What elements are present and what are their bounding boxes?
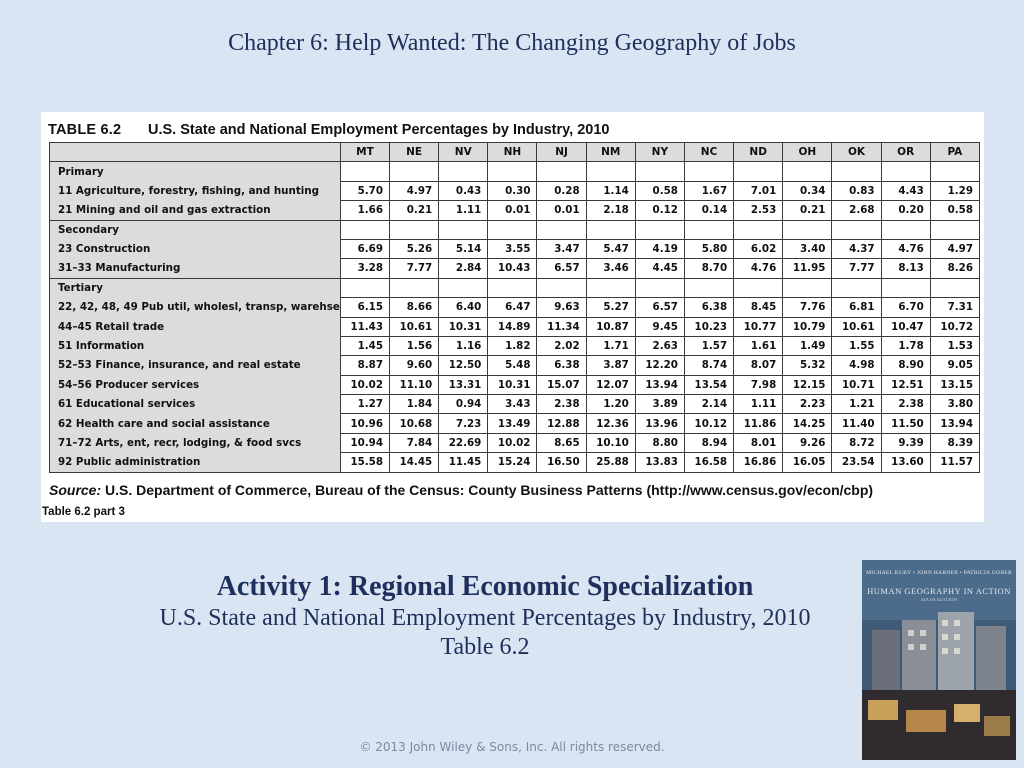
value-cell: 7.01 <box>734 181 783 200</box>
table-row <box>50 259 980 278</box>
value-cell: 10.43 <box>488 259 537 278</box>
empty-cell <box>340 278 389 297</box>
value-cell: 16.50 <box>537 453 586 472</box>
empty-cell <box>340 162 389 181</box>
value-cell: 10.94 <box>340 433 389 452</box>
value-cell: 1.20 <box>586 395 635 414</box>
value-cell: 12.50 <box>439 356 488 375</box>
book-edition: SIXTH EDITION <box>920 598 958 603</box>
empty-cell <box>537 278 586 297</box>
value-cell: 12.07 <box>586 375 635 394</box>
value-cell: 23.54 <box>832 453 881 472</box>
value-cell: 10.23 <box>684 317 733 336</box>
value-cell: 22.69 <box>439 433 488 452</box>
empty-cell <box>930 278 979 297</box>
empty-cell <box>734 278 783 297</box>
column-header-nd: ND <box>734 143 783 162</box>
table-row <box>50 356 980 375</box>
value-cell: 10.71 <box>832 375 881 394</box>
value-cell: 4.19 <box>635 239 684 258</box>
value-cell: 1.49 <box>783 336 832 355</box>
value-cell: 8.07 <box>734 356 783 375</box>
value-cell: 25.88 <box>586 453 635 472</box>
table-row <box>50 336 980 355</box>
value-cell: 3.80 <box>930 395 979 414</box>
empty-cell <box>881 220 930 239</box>
empty-cell <box>684 278 733 297</box>
value-cell: 9.60 <box>390 356 439 375</box>
value-cell: 10.02 <box>488 433 537 452</box>
column-header-nm: NM <box>586 143 635 162</box>
value-cell: 11.34 <box>537 317 586 336</box>
value-cell: 1.67 <box>684 181 733 200</box>
value-cell: 7.76 <box>783 298 832 317</box>
column-header-pa: PA <box>930 143 979 162</box>
section-label: Secondary <box>50 220 341 239</box>
empty-cell <box>586 278 635 297</box>
value-cell: 10.72 <box>930 317 979 336</box>
book-authors: MICHAEL KUBY • JOHN HARNER • PATRICIA GOBER <box>866 570 1012 576</box>
source-text: U.S. Department of Commerce, Bureau of the Census: County Business Patterns (http://www.census.gov/econ/cbp) <box>101 481 874 498</box>
value-cell: 11.50 <box>881 414 930 433</box>
value-cell: 16.05 <box>783 453 832 472</box>
industry-label: 62 Health care and social assistance <box>50 414 341 433</box>
table-row <box>50 181 980 200</box>
empty-cell <box>734 162 783 181</box>
empty-cell <box>783 162 832 181</box>
value-cell: 5.70 <box>340 181 389 200</box>
value-cell: 1.71 <box>586 336 635 355</box>
value-cell: 0.12 <box>635 201 684 220</box>
value-cell: 2.38 <box>881 395 930 414</box>
value-cell: 1.53 <box>930 336 979 355</box>
table-row <box>50 239 980 258</box>
value-cell: 15.58 <box>340 453 389 472</box>
value-cell: 6.02 <box>734 239 783 258</box>
value-cell: 1.57 <box>684 336 733 355</box>
industry-label: 71–72 Arts, ent, recr, lodging, & food svcs <box>50 433 341 452</box>
value-cell: 0.34 <box>783 181 832 200</box>
value-cell: 9.26 <box>783 433 832 452</box>
value-cell: 13.49 <box>488 414 537 433</box>
value-cell: 9.63 <box>537 298 586 317</box>
value-cell: 3.40 <box>783 239 832 258</box>
empty-cell <box>439 278 488 297</box>
section-row-secondary <box>50 220 980 239</box>
value-cell: 15.07 <box>537 375 586 394</box>
value-cell: 8.13 <box>881 259 930 278</box>
value-cell: 13.83 <box>635 453 684 472</box>
value-cell: 13.60 <box>881 453 930 472</box>
industry-label: 31–33 Manufacturing <box>50 259 341 278</box>
value-cell: 1.29 <box>930 181 979 200</box>
table-row <box>50 201 980 220</box>
industry-label: 92 Public administration <box>50 453 341 472</box>
value-cell: 7.77 <box>390 259 439 278</box>
value-cell: 3.89 <box>635 395 684 414</box>
empty-cell <box>488 220 537 239</box>
value-cell: 7.84 <box>390 433 439 452</box>
value-cell: 10.77 <box>734 317 783 336</box>
value-cell: 10.10 <box>586 433 635 452</box>
empty-cell <box>783 220 832 239</box>
table-row <box>50 375 980 394</box>
table-header-row <box>50 143 980 162</box>
header-corner-cell <box>50 143 341 162</box>
value-cell: 8.39 <box>930 433 979 452</box>
value-cell: 8.01 <box>734 433 783 452</box>
value-cell: 10.96 <box>340 414 389 433</box>
value-cell: 1.11 <box>734 395 783 414</box>
value-cell: 4.37 <box>832 239 881 258</box>
empty-cell <box>635 162 684 181</box>
value-cell: 6.38 <box>684 298 733 317</box>
value-cell: 5.32 <box>783 356 832 375</box>
value-cell: 4.76 <box>881 239 930 258</box>
value-cell: 10.31 <box>439 317 488 336</box>
value-cell: 14.89 <box>488 317 537 336</box>
value-cell: 8.87 <box>340 356 389 375</box>
value-cell: 6.47 <box>488 298 537 317</box>
column-header-mt: MT <box>340 143 389 162</box>
value-cell: 8.70 <box>684 259 733 278</box>
value-cell: 6.70 <box>881 298 930 317</box>
empty-cell <box>734 220 783 239</box>
activity-table-ref: Table 6.2 <box>440 634 530 660</box>
value-cell: 4.43 <box>881 181 930 200</box>
value-cell: 1.21 <box>832 395 881 414</box>
value-cell: 9.45 <box>635 317 684 336</box>
value-cell: 6.15 <box>340 298 389 317</box>
empty-cell <box>684 220 733 239</box>
table-heading <box>48 118 978 142</box>
value-cell: 3.87 <box>586 356 635 375</box>
value-cell: 11.45 <box>439 453 488 472</box>
book-title: HUMAN GEOGRAPHY IN ACTION <box>867 586 1011 596</box>
empty-cell <box>635 278 684 297</box>
empty-cell <box>684 162 733 181</box>
empty-cell <box>832 162 881 181</box>
empty-cell <box>930 162 979 181</box>
value-cell: 1.66 <box>340 201 389 220</box>
empty-cell <box>586 220 635 239</box>
value-cell: 2.63 <box>635 336 684 355</box>
value-cell: 8.80 <box>635 433 684 452</box>
value-cell: 13.94 <box>635 375 684 394</box>
empty-cell <box>832 220 881 239</box>
value-cell: 3.47 <box>537 239 586 258</box>
value-cell: 1.82 <box>488 336 537 355</box>
value-cell: 1.27 <box>340 395 389 414</box>
industry-label: 22, 42, 48, 49 Pub util, wholesl, transp, warehse <box>50 298 341 317</box>
value-cell: 0.21 <box>390 201 439 220</box>
table-row <box>50 453 980 472</box>
value-cell: 12.36 <box>586 414 635 433</box>
value-cell: 11.86 <box>734 414 783 433</box>
value-cell: 6.57 <box>537 259 586 278</box>
value-cell: 0.58 <box>635 181 684 200</box>
industry-label: 52–53 Finance, insurance, and real estate <box>50 356 341 375</box>
value-cell: 2.38 <box>537 395 586 414</box>
value-cell: 11.43 <box>340 317 389 336</box>
value-cell: 1.55 <box>832 336 881 355</box>
value-cell: 7.31 <box>930 298 979 317</box>
value-cell: 11.95 <box>783 259 832 278</box>
value-cell: 0.83 <box>832 181 881 200</box>
value-cell: 6.81 <box>832 298 881 317</box>
value-cell: 3.43 <box>488 395 537 414</box>
value-cell: 5.47 <box>586 239 635 258</box>
empty-cell <box>586 162 635 181</box>
empty-cell <box>930 220 979 239</box>
empty-cell <box>783 278 832 297</box>
value-cell: 4.97 <box>390 181 439 200</box>
empty-cell <box>537 162 586 181</box>
value-cell: 8.65 <box>537 433 586 452</box>
value-cell: 3.28 <box>340 259 389 278</box>
value-cell: 2.68 <box>832 201 881 220</box>
value-cell: 13.94 <box>930 414 979 433</box>
section-row-primary <box>50 162 980 181</box>
table-row <box>50 298 980 317</box>
industry-label: 54–56 Producer services <box>50 375 341 394</box>
section-label: Primary <box>50 162 341 181</box>
value-cell: 2.02 <box>537 336 586 355</box>
value-cell: 3.55 <box>488 239 537 258</box>
column-header-or: OR <box>881 143 930 162</box>
value-cell: 1.16 <box>439 336 488 355</box>
column-header-oh: OH <box>783 143 832 162</box>
slide-title: Chapter 6: Help Wanted: The Changing Geography of Jobs <box>228 30 796 56</box>
value-cell: 0.28 <box>537 181 586 200</box>
value-cell: 5.14 <box>439 239 488 258</box>
industry-label: 11 Agriculture, forestry, fishing, and hunting <box>50 181 341 200</box>
value-cell: 4.98 <box>832 356 881 375</box>
value-cell: 5.48 <box>488 356 537 375</box>
source-label: Source: <box>49 481 102 498</box>
value-cell: 0.01 <box>488 201 537 220</box>
value-cell: 7.77 <box>832 259 881 278</box>
empty-cell <box>635 220 684 239</box>
value-cell: 5.26 <box>390 239 439 258</box>
value-cell: 2.18 <box>586 201 635 220</box>
value-cell: 2.23 <box>783 395 832 414</box>
value-cell: 6.57 <box>635 298 684 317</box>
value-cell: 5.27 <box>586 298 635 317</box>
industry-label: 51 Information <box>50 336 341 355</box>
value-cell: 0.01 <box>537 201 586 220</box>
value-cell: 12.51 <box>881 375 930 394</box>
empty-cell <box>881 278 930 297</box>
column-header-ny: NY <box>635 143 684 162</box>
table-part-label: Table 6.2 part 3 <box>42 505 125 518</box>
value-cell: 0.43 <box>439 181 488 200</box>
value-cell: 1.78 <box>881 336 930 355</box>
empty-cell <box>439 220 488 239</box>
value-cell: 14.25 <box>783 414 832 433</box>
activity-title: Activity 1: Regional Economic Specialization <box>216 571 754 602</box>
industry-label: 23 Construction <box>50 239 341 258</box>
value-cell: 11.57 <box>930 453 979 472</box>
value-cell: 7.98 <box>734 375 783 394</box>
table-title: U.S. State and National Employment Percentages by Industry, 2010 <box>148 122 610 138</box>
column-header-nc: NC <box>684 143 733 162</box>
value-cell: 15.24 <box>488 453 537 472</box>
value-cell: 5.80 <box>684 239 733 258</box>
value-cell: 8.74 <box>684 356 733 375</box>
value-cell: 4.97 <box>930 239 979 258</box>
value-cell: 12.20 <box>635 356 684 375</box>
empty-cell <box>390 162 439 181</box>
value-cell: 0.20 <box>881 201 930 220</box>
value-cell: 7.23 <box>439 414 488 433</box>
value-cell: 10.68 <box>390 414 439 433</box>
value-cell: 9.39 <box>881 433 930 452</box>
section-label: Tertiary <box>50 278 341 297</box>
table-number: TABLE 6.2 <box>48 122 122 138</box>
value-cell: 10.31 <box>488 375 537 394</box>
table-body <box>50 162 980 472</box>
empty-cell <box>340 220 389 239</box>
value-cell: 16.58 <box>684 453 733 472</box>
value-cell: 8.90 <box>881 356 930 375</box>
table-source <box>49 482 978 498</box>
value-cell: 4.45 <box>635 259 684 278</box>
value-cell: 10.61 <box>832 317 881 336</box>
value-cell: 10.61 <box>390 317 439 336</box>
activity-caption <box>120 570 850 662</box>
book-cover-image <box>862 560 1016 760</box>
empty-cell <box>537 220 586 239</box>
table-row <box>50 317 980 336</box>
empty-cell <box>439 162 488 181</box>
value-cell: 6.38 <box>537 356 586 375</box>
employment-table <box>49 142 980 473</box>
value-cell: 0.14 <box>684 201 733 220</box>
table-image-panel <box>41 112 984 522</box>
value-cell: 1.45 <box>340 336 389 355</box>
value-cell: 10.47 <box>881 317 930 336</box>
empty-cell <box>488 278 537 297</box>
value-cell: 0.21 <box>783 201 832 220</box>
value-cell: 9.05 <box>930 356 979 375</box>
copyright-notice: © 2013 John Wiley & Sons, Inc. All rights reserved. <box>359 740 665 754</box>
value-cell: 6.40 <box>439 298 488 317</box>
table-row <box>50 395 980 414</box>
value-cell: 1.14 <box>586 181 635 200</box>
industry-label: 44–45 Retail trade <box>50 317 341 336</box>
value-cell: 10.02 <box>340 375 389 394</box>
value-cell: 13.96 <box>635 414 684 433</box>
value-cell: 11.10 <box>390 375 439 394</box>
value-cell: 12.88 <box>537 414 586 433</box>
column-header-ne: NE <box>390 143 439 162</box>
industry-label: 61 Educational services <box>50 395 341 414</box>
value-cell: 1.61 <box>734 336 783 355</box>
table-row <box>50 433 980 452</box>
column-header-ok: OK <box>832 143 881 162</box>
value-cell: 4.76 <box>734 259 783 278</box>
value-cell: 1.84 <box>390 395 439 414</box>
value-cell: 13.31 <box>439 375 488 394</box>
value-cell: 10.79 <box>783 317 832 336</box>
value-cell: 0.94 <box>439 395 488 414</box>
empty-cell <box>488 162 537 181</box>
value-cell: 12.15 <box>783 375 832 394</box>
empty-cell <box>832 278 881 297</box>
value-cell: 0.58 <box>930 201 979 220</box>
value-cell: 10.12 <box>684 414 733 433</box>
value-cell: 8.45 <box>734 298 783 317</box>
value-cell: 14.45 <box>390 453 439 472</box>
value-cell: 1.56 <box>390 336 439 355</box>
value-cell: 11.40 <box>832 414 881 433</box>
empty-cell <box>390 278 439 297</box>
value-cell: 13.54 <box>684 375 733 394</box>
value-cell: 8.94 <box>684 433 733 452</box>
value-cell: 2.14 <box>684 395 733 414</box>
section-row-tertiary <box>50 278 980 297</box>
value-cell: 2.84 <box>439 259 488 278</box>
value-cell: 8.72 <box>832 433 881 452</box>
column-header-nh: NH <box>488 143 537 162</box>
value-cell: 3.46 <box>586 259 635 278</box>
value-cell: 6.69 <box>340 239 389 258</box>
column-header-nv: NV <box>439 143 488 162</box>
empty-cell <box>881 162 930 181</box>
value-cell: 2.53 <box>734 201 783 220</box>
activity-subtitle: U.S. State and National Employment Percentages by Industry, 2010 <box>159 605 811 631</box>
value-cell: 16.86 <box>734 453 783 472</box>
industry-label: 21 Mining and oil and gas extraction <box>50 201 341 220</box>
value-cell: 1.11 <box>439 201 488 220</box>
value-cell: 8.26 <box>930 259 979 278</box>
value-cell: 0.30 <box>488 181 537 200</box>
empty-cell <box>390 220 439 239</box>
table-row <box>50 414 980 433</box>
column-header-nj: NJ <box>537 143 586 162</box>
value-cell: 13.15 <box>930 375 979 394</box>
value-cell: 10.87 <box>586 317 635 336</box>
value-cell: 8.66 <box>390 298 439 317</box>
